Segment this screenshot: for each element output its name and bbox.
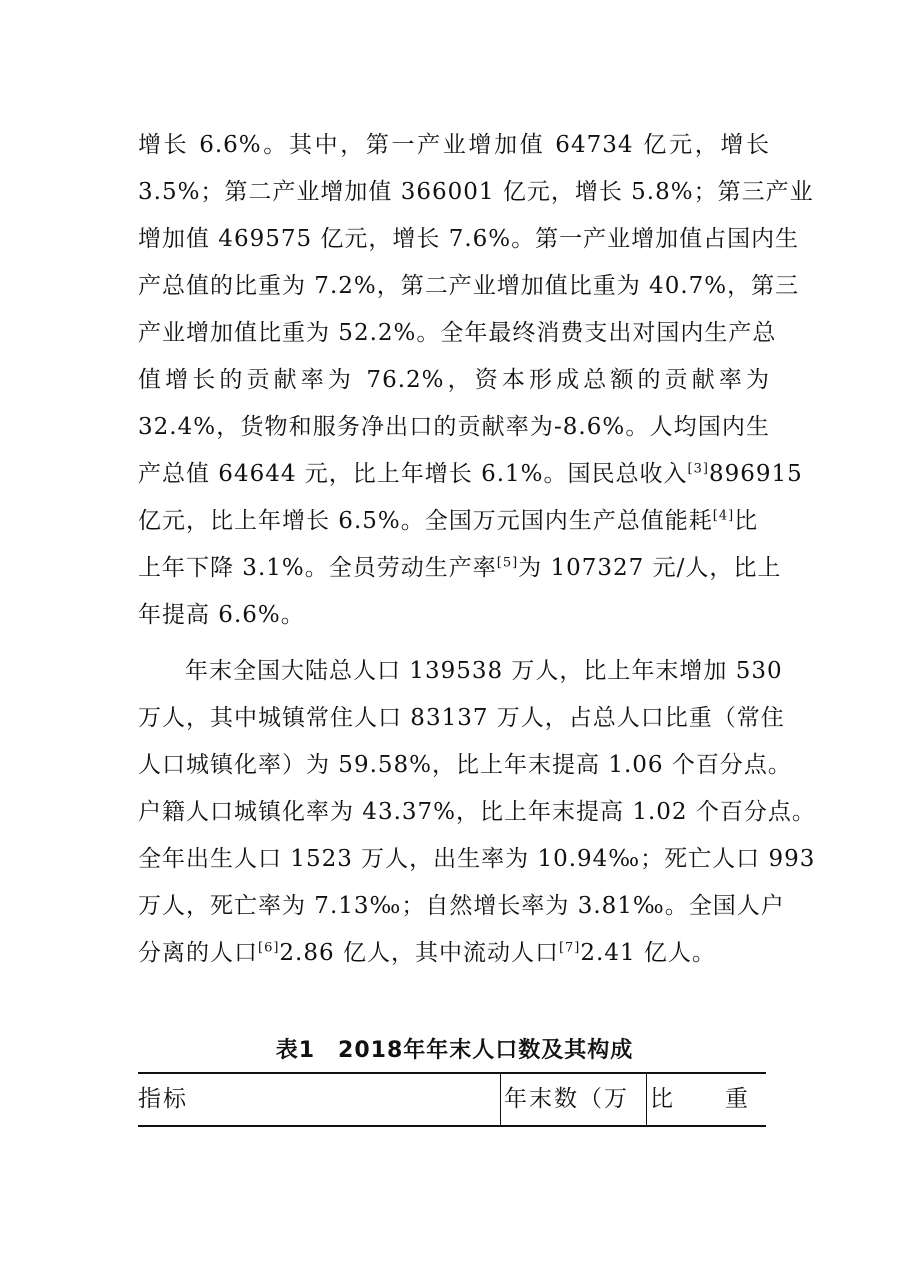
footnote-ref[interactable]: [6] [258, 940, 280, 956]
text-segment: 2.86 亿人，其中流动人口 [279, 940, 559, 966]
body-text-line: 产总值的比重为 7.2%，第二产业增加值比重为 40.7%，第三 [138, 273, 800, 299]
body-text-line: 全年出生人口 1523 万人，出生率为 10.94‰；死亡人口 993 [138, 846, 816, 872]
text-segment: 为 107327 元/人，比上 [518, 555, 782, 581]
body-text-line [138, 506, 758, 536]
text-segment: 亿元，比上年增长 6.5%。全国万元国内生产总值能耗 [138, 508, 713, 534]
table-header-indicator: 指标 [138, 1086, 188, 1112]
body-text-line [138, 938, 716, 968]
population-table [138, 1072, 766, 1127]
text-segment: 2.41 亿人。 [580, 940, 716, 966]
table-header-proportion: 比 重 [650, 1086, 750, 1112]
column-divider [500, 1074, 501, 1125]
body-text-line [138, 553, 781, 583]
body-text-line: 人口城镇化率）为 59.58%，比上年末提高 1.06 个百分点。 [138, 752, 792, 778]
column-divider [646, 1074, 647, 1125]
body-text-line: 年提高 6.6%。 [138, 602, 305, 628]
footnote-ref[interactable]: [7] [558, 940, 581, 956]
table-header-year-end: 年末数（万 [504, 1086, 629, 1112]
body-text-line: 户籍人口城镇化率为 43.37%，比上年末提高 1.02 个百分点。 [138, 799, 816, 825]
footnote-ref[interactable]: [5] [496, 555, 519, 571]
body-text-line: 32.4%，货物和服务净出口的贡献率为-8.6%。人均国内生 [138, 414, 770, 440]
body-text-line: 3.5%；第二产业增加值 366001 亿元，增长 5.8%；第三产业 [138, 179, 814, 205]
body-text-line: 产业增加值比重为 52.2%。全年最终消费支出对国内生产总 [138, 320, 777, 346]
body-text-line [138, 459, 803, 489]
body-text-line: 万人，死亡率为 7.13‰；自然增长率为 3.81‰。全国人户 [138, 893, 785, 919]
text-segment: 896915 [708, 461, 803, 487]
body-text-line: 增加值 469575 亿元，增长 7.6%。第一产业增加值占国内生 [138, 226, 800, 252]
text-segment: 上年下降 3.1%。全员劳动生产率 [138, 555, 497, 581]
footnote-ref[interactable]: [3] [687, 461, 709, 477]
body-text-line: 年末全国大陆总人口 139538 万人，比上年末增加 530 [185, 658, 783, 684]
table-title: 表1 2018年年末人口数及其构成 [275, 1038, 634, 1063]
body-text-line: 万人，其中城镇常住人口 83137 万人，占总人口比重（常住 [138, 705, 785, 731]
body-text-line: 值增长的贡献率为 76.2%，资本形成总额的贡献率为 [138, 367, 770, 393]
text-segment: 分离的人口 [138, 940, 258, 966]
footnote-ref[interactable]: [4] [712, 508, 735, 524]
text-segment: 产总值 64644 元，比上年增长 6.1%。国民总收入 [138, 461, 688, 487]
text-segment: 比 [734, 508, 759, 534]
body-text-line: 增长 6.6%。其中，第一产业增加值 64734 亿元，增长 [138, 132, 770, 158]
